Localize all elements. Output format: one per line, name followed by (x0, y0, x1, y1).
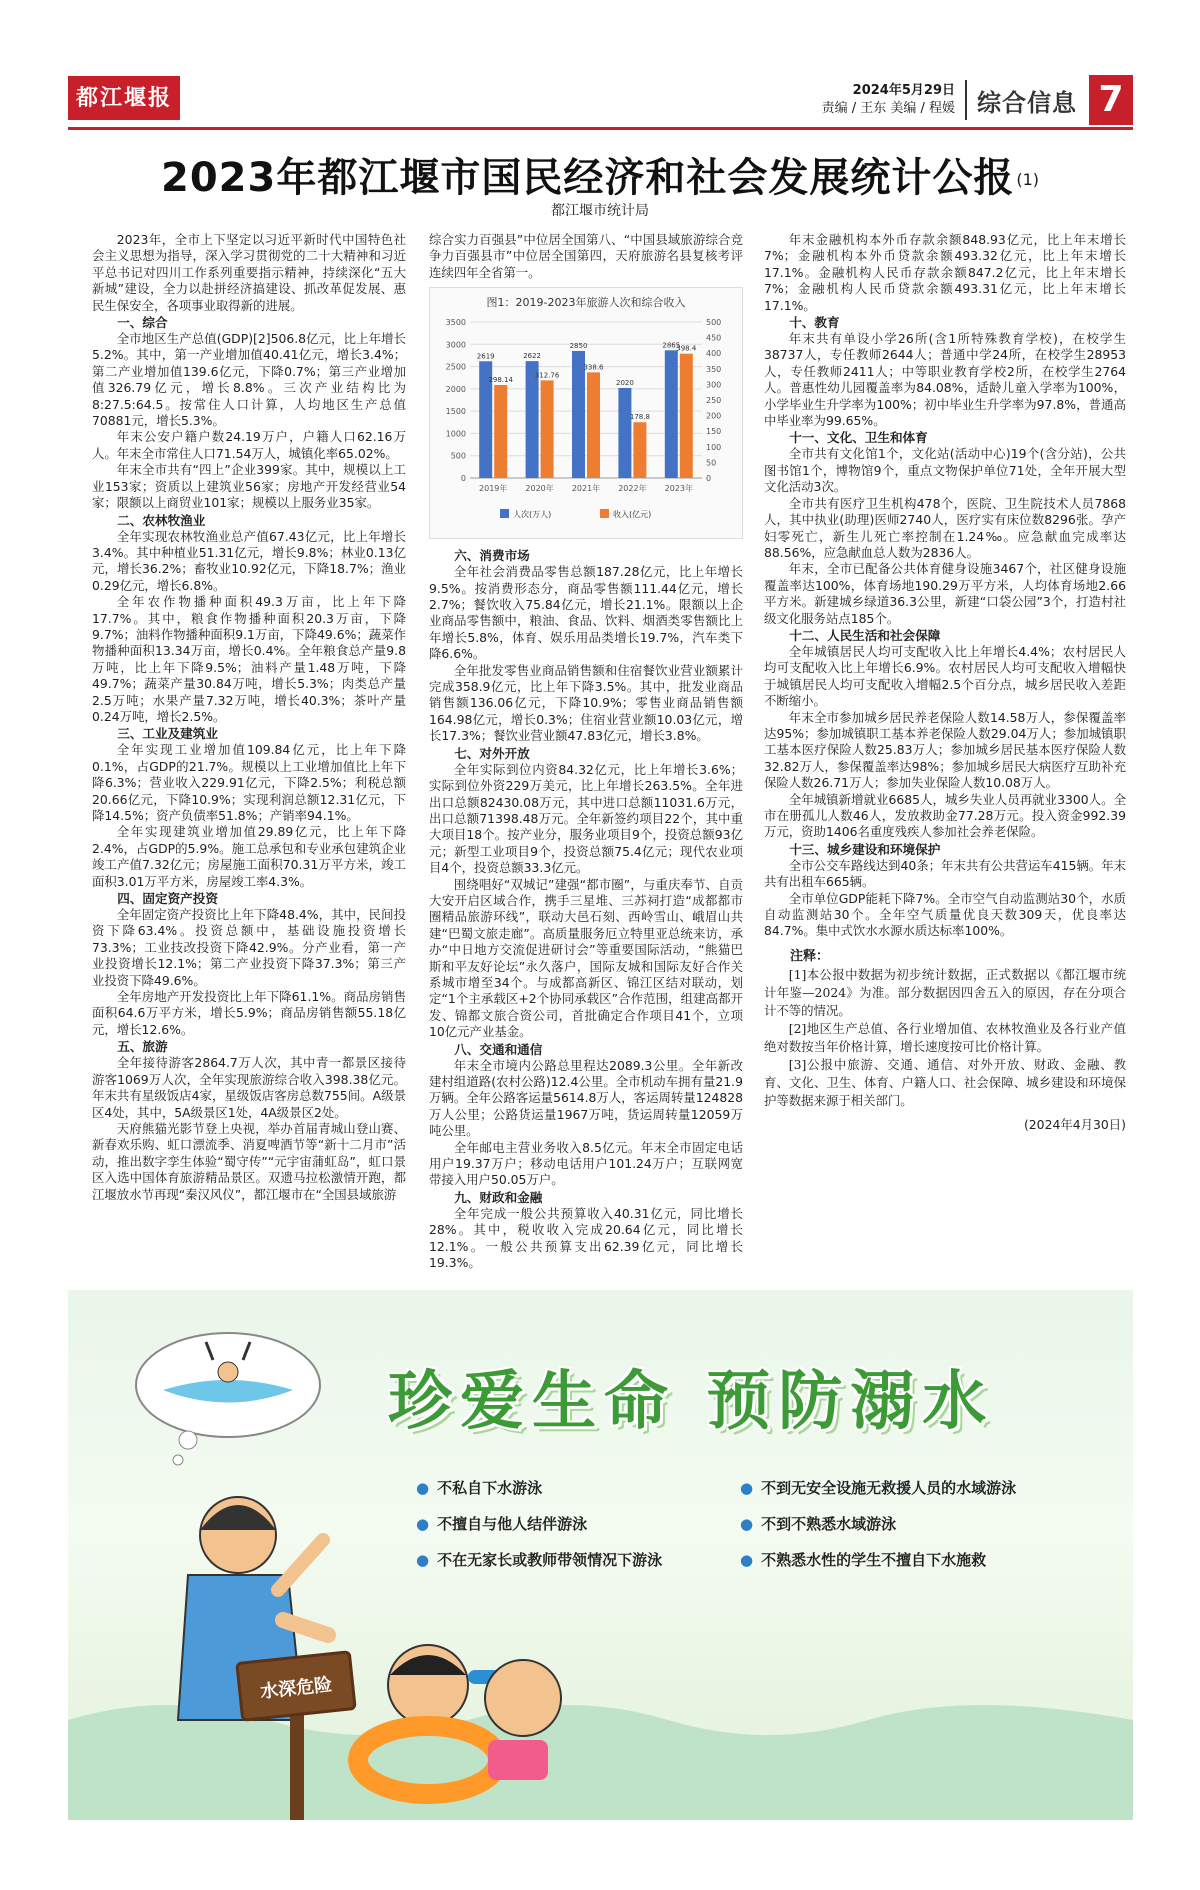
footnotes-title: 注释： (790, 948, 830, 964)
paragraph: 全年邮电主营业务收入8.5亿元。年末全市固定电话用户19.37万户；移动电话用户101.24万户；互联网宽带接入用户50.05万户。 (429, 1139, 743, 1188)
safety-rule: ● 不私自下水游泳 (416, 1470, 662, 1506)
paragraph: 全年房地产开发投资比上年下降61.1%。商品房销售面积64.6万平方米，增长5.9%；商品房销售额55.18亿元，增长12.6%。 (92, 989, 406, 1037)
safety-rules-right (740, 1470, 1016, 1578)
bar-people (618, 388, 631, 478)
paragraph: 全年实现工业增加值109.84亿元，比上年下降0.1%，占GDP的21.7%。规模以上工业增加值比上年下降6.3%；营业收入229.91亿元，下降2.5%；利税总额20.66亿元，下降10.9%；实现利润总额12.31亿元，下降14.5%；资产负债率51.8%；产销率94.1%。 (92, 742, 406, 823)
ground-wave-shape (68, 1705, 1133, 1820)
release-date: (2024年4月30日) (1023, 1116, 1126, 1132)
section-heading: 三、工业及建筑业 (117, 726, 218, 742)
paragraph: 年末全市参加城乡居民养老保险人数14.58万人，参保覆盖率达95%；参加城镇职工基本养老保险人数29.04万人；参加城镇职工基本医疗保险人数25.83万人；参加城乡居民基本医疗保险人数32.82万人，参保覆盖率达98%；参加城乡居民大病医疗互助补充保险人数26.71万人；参加失业保险人数10.08万人。 (764, 709, 1126, 791)
text-column-2 (429, 232, 743, 1271)
section-heading: 十一、文化、卫生和体育 (789, 430, 928, 446)
section-heading: 十三、城乡建设和环境保护 (789, 841, 941, 857)
sign-post-icon (290, 1710, 304, 1820)
drowning-person-icon (218, 1362, 238, 1382)
article-title: 2023年都江堰市国民经济和社会发展统计公报 (161, 155, 1015, 201)
paragraph: 全年农作物播种面积49.3万亩，比上年下降17.7%。其中，粮食作物播种面积20.3万亩，下降9.7%；油料作物播种面积9.1万亩，下降49.6%；蔬菜作物播种面积13.34万亩，增长0.4%。全年粮食总产量9.8万吨，比上年下降9.5%；油料产量1.48万吨，下降49.7%；蔬菜产量30.84万吨，增长5.3%；肉类总产量2.5万吨；水果产量7.32万吨，增长40.3%；茶叶产量0.24万吨，增长2.5%。 (92, 594, 406, 724)
x-tick-label: 2022年 (618, 484, 647, 494)
data-label-income: 298.14 (488, 376, 513, 385)
paragraph: 全年完成一般公共预算收入40.31亿元，同比增长28%。其中，税收收入完成20.64亿元，同比增长12.1%。一般公共预算支出62.39亿元，同比增长19.3%。 (429, 1205, 743, 1271)
article-byline: 都江堰市统计局 (551, 203, 649, 219)
paragraph: 年末全市共有“四上”企业399家。其中，规模以上工业153家；资质以上建筑业56家；房地产开发经营业54家；限额以上商贸业101家；规模以上服务业35家。 (92, 462, 406, 511)
bar-income (633, 422, 646, 478)
issue-meta (822, 82, 955, 118)
x-tick-label: 2021年 (571, 484, 601, 494)
section-heading: 六、消费市场 (454, 548, 530, 564)
safety-rule: ● 不熟悉水性的学生不擅自下水施救 (740, 1542, 1016, 1578)
y-left-tick-label: 1000 (445, 429, 466, 439)
chart-bars (477, 342, 697, 479)
paragraph: 年末公安户籍户数24.19万户，户籍人口62.16万人。年末全市常住人口71.54万人，城镇化率65.02%。 (92, 429, 406, 461)
y-right-tick-label: 250 (706, 396, 722, 406)
y-left-tick-label: 2500 (445, 362, 466, 372)
section-name: 综合信息 (977, 88, 1077, 117)
paragraph: 年末金融机构本外币存款余额848.93亿元，比上年末增长7%；金融机构本外币贷款余额493.32亿元，比上年末增长17.1%。金融机构人民币存款余额847.2亿元，比上年末增长7%；金融机构人民币贷款余额493.31亿元，比上年末增长17.1%。 (764, 232, 1126, 313)
section-heading: 五、旅游 (117, 1039, 168, 1055)
y-right-tick-label: 100 (706, 443, 722, 453)
safety-rule: ● 不到无安全设施无救援人员的水域游泳 (740, 1470, 1016, 1506)
paragraph-continued: 综合实力百强县”中位居全国第八、“中国县域旅游综合竞争力百强县市”中位居全国第四，天府旅游名县复核考评连续四年全省第一。 (429, 232, 743, 280)
y-left-tick-label: 3000 (445, 340, 466, 350)
y-right-tick-label: 450 (706, 333, 722, 343)
bar-income (587, 373, 600, 479)
footnotes (764, 948, 1126, 1134)
bar-income (494, 385, 507, 478)
danger-sign: 水深危险 (235, 1650, 357, 1722)
text-column-1 (92, 232, 406, 1203)
data-label-people: 2622 (523, 352, 542, 361)
paragraph: 全年城镇新增就业6685人，城乡失业人员再就业3300人。全市在册孤儿人数46人，发放救助金77.28万元。投入资金992.39万元，资助1406名重度残疾人参加社会养老保险。 (764, 791, 1126, 840)
paragraph: 围绕唱好“双城记”建强“都市圈”，与重庆奉节、自贡大安开启区域合作，携手三星堆、三苏祠打造“成都都市圈精品旅游环线”，联动大邑石刻、西岭雪山、峨眉山共建“巴蜀文旅走廊”。高质量服务厄立特里亚总统来访，承办“中日地方交流促进研讨会”等重要国际活动，“熊猫巴斯和平友好论坛”永久落户，国际友城和国际友好合作关系城市增至34个。与成都高新区、锦江区结对联动，划定“1个主承载区+2个协同承载区”合作范围，组建高都开发、锦都文旅合资公司，首批确定合作项目41个，立项10亿元产业基金。 (429, 876, 743, 1040)
bubble-dot-icon (179, 1431, 197, 1449)
y-right-tick-label: 200 (706, 411, 722, 421)
issue-date: 2024年5月29日 (852, 83, 955, 98)
safety-rule: ● 不到不熟悉水域游泳 (740, 1506, 1016, 1542)
data-label-people: 2850 (569, 342, 588, 351)
paragraph: 全年实现建筑业增加值29.89亿元，比上年下降2.4%，占GDP的5.9%。施工总承包和专业承包建筑企业竣工产值7.32亿元；房屋施工面积70.31万平方米，竣工面积3.01万平方米，房屋竣工率4.3%。 (92, 824, 406, 889)
safety-rules-left (416, 1470, 662, 1578)
y-right-tick-label: 500 (706, 318, 722, 328)
paragraph: 年末共有单设小学26所(含1所特殊教育学校)，在校学生38737人，专任教师2644人；普通中学24所，在校学生28953人，专任教师2411人；中等职业教育学校2所，在校学生2764人。普惠性幼儿园覆盖率为84.08%，适龄儿童入学率为100%，小学毕业生升学率为100%；初中毕业生升学率为97.8%，普通高中毕业率为99.65%。 (764, 331, 1126, 429)
paragraph: 全年实际到位内资84.32亿元，比上年增长3.6%；实际到位外资229万美元，比上年增长263.5%。全年进出口总额82430.08万元，其中进口总额11031.6万元，出口总额71398.48万元。全年新签约项目22个，其中重大项目18个。按产业分，服务业项目9个，投资总额93亿元；新型工业项目9个，投资总额75.4亿元；现代农业项目4个，投资总额33.3亿元。 (429, 761, 743, 876)
paragraph: 全年社会消费品零售总额187.28亿元，比上年增长9.5%。按消费形态分，商品零售额111.44亿元，增长2.7%；餐饮收入75.84亿元，增长21.1%。限额以上企业商品零售额中，粮油、食品、饮料、烟酒类零售额比上年增长5.8%，体育、娱乐用品类增长19.7%，汽车类下降6.6%。 (429, 564, 743, 662)
section-heading: 一、综合 (117, 315, 168, 331)
legend-label: 人次(万人) (513, 510, 552, 520)
tourism-chart (429, 287, 743, 539)
header-divider (965, 80, 967, 120)
paragraph: 全年接待游客2864.7万人次，其中青一都景区接待游客1069万人次，全年实现旅游综合收入398.38亿元。年末共有星级饭店4家，星级饭店客房总数755间。A级景区4处，其中，5A级景区1处，4A级景区2处。 (92, 1055, 406, 1120)
y-left-tick-label: 2000 (445, 385, 466, 395)
tourism-bar-chart (430, 288, 742, 538)
paragraph: 全市公交车路线达到40条；年末共有公共营运车415辆。年末共有出租车665辆。 (764, 857, 1126, 890)
paragraph: 全市单位GDP能耗下降7%。全市空气自动监测站30个，水质自动监测站30个。全年空气质量优良天数309天，优良率达84.7%。集中式饮水水源水质达标率100%。 (764, 890, 1126, 939)
paragraph: 全年实现农林牧渔业总产值67.43亿元，比上年增长3.4%。其中种植业51.31亿元，增长9.8%；林业0.13亿元，增长36.2%；畜牧业10.92亿元，下降18.7%；渔业0.29亿元，增长6.8%。 (92, 528, 406, 593)
data-label-income: 398.4 (676, 344, 697, 353)
data-label-income: 312.76 (534, 371, 560, 380)
legend-swatch (500, 509, 509, 518)
paragraph: 年末全市境内公路总里程达2089.3公里。全年新改建村组道路(农村公路)12.4公里。全市机动车拥有量21.9万辆。全年公路客运量5614.8万人，客运周转量124828万人公里；公路货运量1967万吨，货运周转量12059万吨公里。 (429, 1057, 743, 1139)
data-label-people: 2619 (476, 352, 495, 361)
paragraph: 全年批发零售业商品销售额和住宿餐饮业营业额累计完成358.9亿元，比上年下降3.5%。其中，批发业商品销售额136.06亿元，下降10.9%；零售业商品销售额164.98亿元，增长0.3%；住宿业营业额10.03亿元，增长17.3%；餐饮业营业额47.83亿元，增长3.8%。 (429, 662, 743, 744)
y-left-tick-label: 3500 (445, 318, 466, 328)
y-right-tick-label: 300 (706, 380, 722, 390)
y-right-tick-label: 400 (706, 349, 722, 359)
footnote: [1]本公报中数据为初步统计数据，正式数据以《都江堰市统计年鉴—2024》为准。部分数据因四舍五入的原因，存在分项合计不等的情况。 (764, 966, 1126, 1018)
intro-paragraph: 2023年，全市上下坚定以习近平新时代中国特色社会主义思想为指导，深入学习贯彻党的二十大精神和习近平总书记对四川工作系列重要指示精神，持续深化“五大新城”建设，全力以赴拼经济搞建设、抓改革促发展、惠民生保安全，各项事业取得新的进展。 (92, 232, 406, 313)
banner-title: 珍爱生命 预防溺水 (388, 1365, 995, 1439)
section-heading: 八、交通和通信 (454, 1041, 543, 1057)
data-label-people: 2020 (615, 379, 634, 388)
text-column-3 (764, 232, 1126, 1134)
bubble-dot-icon (173, 1455, 183, 1465)
bar-people (665, 351, 678, 479)
chart-legend (500, 509, 651, 519)
y-right-tick-label: 350 (706, 365, 722, 375)
y-left-tick-label: 0 (460, 474, 466, 484)
newspaper-logo: 都江堰报 (68, 76, 180, 120)
section-heading: 四、固定资产投资 (117, 891, 218, 907)
safety-rule: ● 不在无家长或教师带领情况下游泳 (416, 1542, 662, 1578)
legend-label: 收入(亿元) (613, 510, 652, 520)
y-right-tick-label: 0 (706, 474, 712, 484)
section-heading: 九、财政和金融 (454, 1189, 543, 1205)
page-number: 7 (1089, 75, 1133, 125)
x-tick-label: 2020年 (525, 484, 554, 494)
chart-title: 图1：2019-2023年旅游人次和综合收入 (486, 296, 686, 310)
x-tick-label: 2019年 (479, 484, 508, 494)
y-right-tick-label: 50 (706, 458, 717, 468)
safety-rule: ● 不擅自与他人结伴游泳 (416, 1506, 662, 1542)
paragraph: 天府熊猫光影节登上央视，举办首届青城山登山赛、新春欢乐购、虹口漂流季、消夏啤酒节等“新十二月市”活动，推出数字孪生体验“蜀守传”“元宇宙蒲虹岛”，虹口景区入选中国体育旅游精品景区。双遗马拉松激情开跑，都江堰放水节再现“秦汉风仪”，都江堰市在“全国县域旅游 (92, 1120, 406, 1202)
title-footnote-mark: (1) (1016, 169, 1039, 189)
section-heading: 十二、人民生活和社会保障 (789, 627, 941, 643)
data-label-people: 2865 (662, 341, 681, 350)
section-heading: 十、教育 (789, 315, 840, 331)
editor-credits: 责编 / 王东 美编 / 程媛 (821, 101, 955, 116)
x-tick-label: 2023年 (664, 484, 693, 494)
section-heading: 二、农林牧渔业 (117, 512, 206, 528)
footnote: [3]公报中旅游、交通、通信、对外开放、财政、金融、教育、文化、卫生、体育、户籍人口、社会保障、城乡建设和环境保护等数据来源于相关部门。 (764, 1056, 1126, 1108)
paragraph: 全市共有医疗卫生机构478个，医院、卫生院技术人员7868人，其中执业(助理)医师2740人，医疗实有床位数8296张。孕产妇零死亡，新生儿死亡率控制在1.24‰。应急献血完成率达88.56%，应急献血总人数为2836人。 (764, 495, 1126, 560)
paragraph: 全市地区生产总值(GDP)[2]506.8亿元，比上年增长5.2%。其中，第一产业增加值40.41亿元，增长3.4%；第二产业增加值139.6亿元，下降0.7%；第三产业增加值326.79亿元，增长8.8%。三次产业结构比为8:27.5:64.5。按常住人口计算，人均地区生产总值70881元，增长5.3%。 (92, 331, 406, 429)
article-headline (0, 146, 1200, 203)
masthead (68, 72, 1133, 130)
drowning-prevention-banner (68, 1290, 1133, 1820)
y-right-tick-label: 150 (706, 427, 722, 437)
paragraph: 全市共有文化馆1个，文化站(活动中心)19个(含分站)，公共图书馆1个，博物馆9个，重点文物保护单位71处，全年开展大型文化活动3次。 (764, 446, 1126, 495)
bar-income (541, 381, 554, 479)
y-left-tick-label: 1500 (445, 407, 466, 417)
header-info (822, 72, 1133, 128)
section-heading: 七、对外开放 (454, 745, 530, 761)
data-label-income: 338.6 (583, 363, 604, 372)
paragraph: 全年城镇居民人均可支配收入比上年增长4.4%；农村居民人均可支配收入比上年增长6.9%。农村居民人均可支配收入增幅快于城镇居民人均可支配收入增幅2.5个百分点，城乡居民收入差距不断缩小。 (764, 643, 1126, 709)
pointing-arm-icon (278, 1540, 323, 1590)
swim-trunks-icon (488, 1740, 548, 1780)
footnote: [2]地区生产总值、各行业增加值、农林牧渔业及各行业产值绝对数按当年价格计算，增长速度按可比价格计算。 (764, 1020, 1126, 1054)
data-label-income: 178.8 (629, 413, 650, 422)
bar-income (680, 354, 693, 478)
child-2-head-icon (485, 1660, 561, 1736)
paragraph: 全年固定资产投资比上年下降48.4%，其中，民间投资下降63.4%。投资总额中，基础设施投资增长73.3%；工业技改投资下降42.9%。分产业看，第一产业投资增长12.1%；第二产业投资下降37.3%；第三产业投资下降49.6%。 (92, 907, 406, 988)
paragraph: 年末，全市已配备公共体育健身设施3467个，社区健身设施覆盖率达100%，体育场地190.29万平方米，人均体育场地2.66平方米。新建城乡绿道36.3公里，新建“口袋公园”3个，打造村社级文化服务站点185个。 (764, 561, 1126, 626)
legend-swatch (600, 509, 609, 518)
y-left-tick-label: 500 (450, 451, 466, 461)
